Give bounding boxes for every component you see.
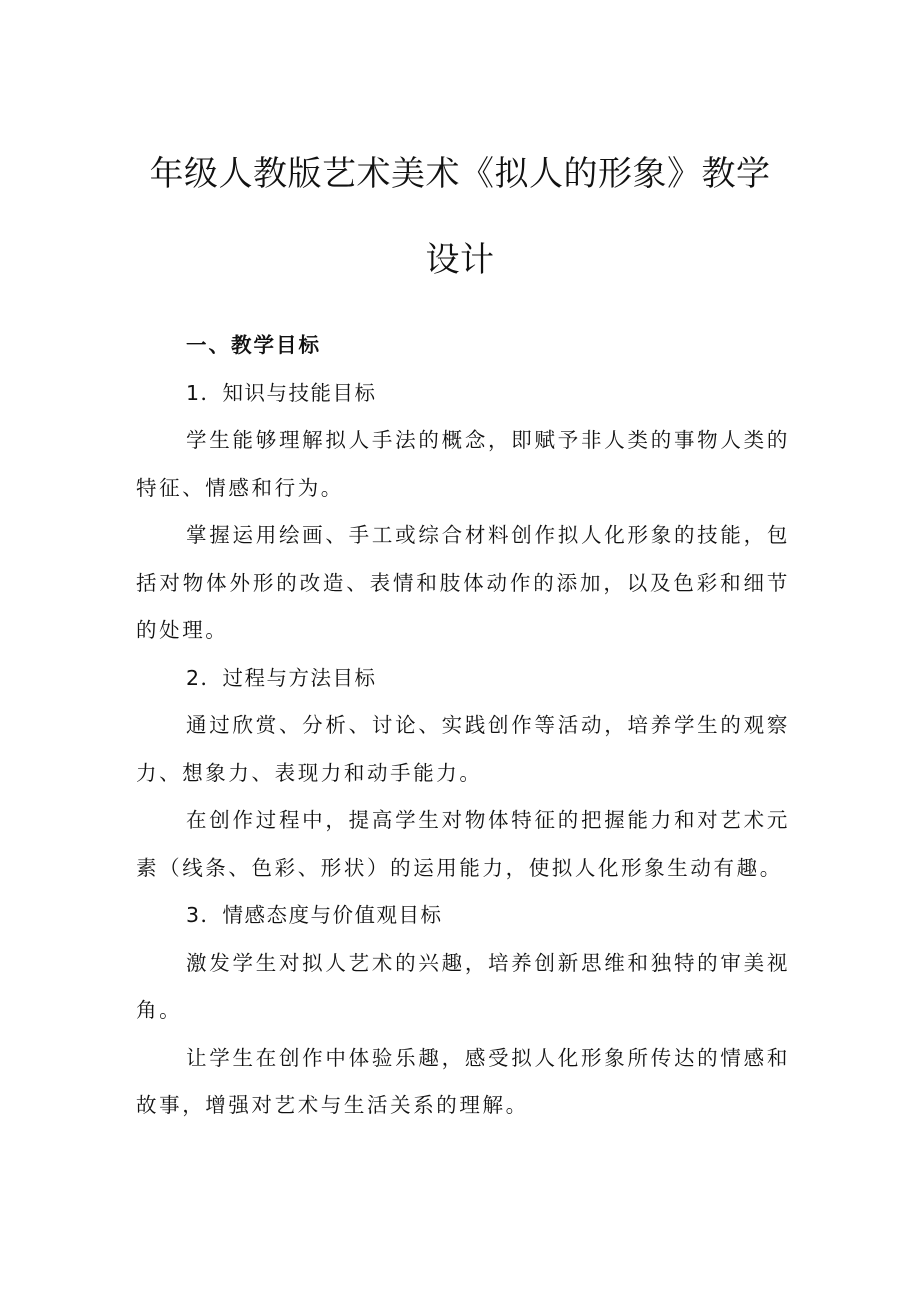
document-body [136, 322, 790, 1130]
paragraph: 掌握运用绘画、手工或综合材料创作拟人化形象的技能，包括对物体外形的改造、表情和肢体动作的添加，以及色彩和细节的处理。 [136, 523, 790, 642]
paragraph: 让学生在创作中体验乐趣，感受拟人化形象所传达的情感和故事，增强对艺术与生活关系的理解。 [136, 1045, 790, 1117]
document-title-line2: 设计 [425, 240, 495, 280]
subheading-emotions-values: 3．情感态度与价值观目标 [186, 903, 443, 927]
paragraph: 激发学生对拟人艺术的兴趣，培养创新思维和独特的审美视角。 [136, 950, 790, 1022]
paragraph: 通过欣赏、分析、讨论、实践创作等活动，培养学生的观察力、想象力、表现力和动手能力。 [136, 713, 790, 785]
section-heading-teaching-goals: 一、教学目标 [186, 333, 321, 357]
paragraph: 学生能够理解拟人手法的概念，即赋予非人类的事物人类的特征、情感和行为。 [136, 428, 790, 500]
paragraph: 在创作过程中，提高学生对物体特征的把握能力和对艺术元素（线条、色彩、形状）的运用能力，使拟人化形象生动有趣。 [136, 808, 790, 880]
subheading-process-methods: 2．过程与方法目标 [186, 665, 377, 690]
subheading-knowledge-skills: 1．知识与技能目标 [186, 380, 377, 405]
document-title-line1: 年级人教版艺术美术《拟人的形象》教学 [149, 154, 771, 194]
